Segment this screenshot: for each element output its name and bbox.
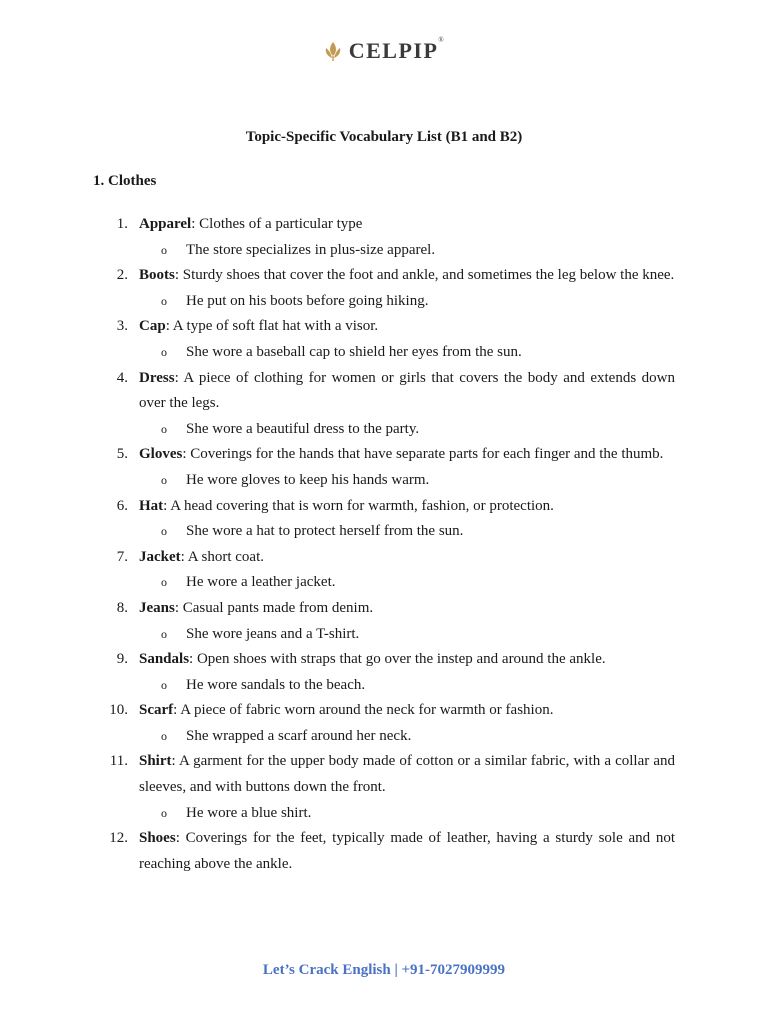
vocab-number: 6. [116,497,128,514]
vocab-example-text: She wore a beautiful dress to the party. [186,420,420,437]
vocab-item [0,366,768,417]
vocab-term: Shirt [139,753,172,770]
vocab-example-text: He wore sandals to the beach. [186,676,366,693]
vocab-term: Sandals [139,651,190,668]
vocab-definition-text: : A short coat. [180,548,264,565]
bullet-icon: o [161,524,167,539]
vocab-definition-text: : A garment for the upper body made of cotton or a similar fabric, with a collar and sleeves, and with buttons down the front. [139,753,675,796]
vocab-definition [139,647,675,673]
vocab-number: 12. [109,830,128,847]
bullet-icon: o [161,728,167,743]
vocab-definition-text: : A head covering that is worn for warmth, fashion, or protection. [163,497,554,514]
vocab-item [0,698,768,724]
leaf-icon [323,40,343,62]
bullet-icon: o [161,575,167,590]
vocab-definition-text: : A piece of clothing for women or girls that covers the body and extends down over the legs. [139,369,675,412]
vocab-term: Gloves [139,446,183,463]
vocab-item [0,314,768,340]
vocab-term: Jeans [139,599,175,616]
vocab-definition [139,545,675,571]
vocab-example-text: She wore a hat to protect herself from the sun. [186,523,464,540]
vocab-number: 11. [109,753,128,770]
bullet-icon: o [161,677,167,692]
vocab-definition [139,826,675,877]
vocab-example [0,417,768,443]
bullet-icon: o [161,344,167,359]
vocab-example [0,468,768,494]
vocab-example-text: He wore a leather jacket. [186,574,336,591]
vocab-number: 10. [109,702,128,719]
vocab-example [0,238,768,264]
vocab-definition [139,749,675,800]
vocab-definition [139,494,675,520]
vocab-example-text: The store specializes in plus-size apparel. [186,241,436,258]
registered-mark: ® [438,36,446,44]
vocab-example-text: She wore jeans and a T-shirt. [186,625,360,642]
vocab-item [0,442,768,468]
bullet-icon: o [161,242,167,257]
vocab-item [0,596,768,622]
vocab-term: Cap [139,318,166,335]
bullet-icon: o [161,626,167,641]
vocab-example-text: She wrapped a scarf around her neck. [186,727,412,744]
vocab-definition [139,366,675,417]
vocab-definition [139,263,675,289]
vocab-definition [139,442,675,468]
vocab-example [0,340,768,366]
vocab-definition-text: : Casual pants made from denim. [174,599,374,616]
vocab-example [0,289,768,315]
vocab-example [0,570,768,596]
vocab-term: Dress [139,369,175,386]
bullet-icon: o [161,421,167,436]
vocab-number: 1. [116,216,128,232]
vocab-number: 7. [116,548,128,565]
vocab-item [0,212,768,238]
vocab-item [0,826,768,877]
vocab-term: Boots [139,267,175,284]
vocab-term: Scarf [139,702,174,719]
vocab-term: Jacket [139,548,181,565]
vocab-definition-text: : Sturdy shoes that cover the foot and ankle, and sometimes the leg below the knee. [174,267,675,284]
vocab-example-text: He wore a blue shirt. [186,804,312,821]
vocab-definition [139,698,675,724]
vocab-item [0,647,768,673]
vocab-definition [139,596,675,622]
vocab-number: 5. [116,446,128,463]
vocab-definition-text: : Clothes of a particular type [191,216,363,232]
vocab-number: 4. [116,369,128,386]
vocab-example [0,801,768,827]
vocab-example [0,622,768,648]
section-heading: 1. Clothes [93,173,157,189]
vocab-definition-text: : A type of soft flat hat with a visor. [165,318,379,335]
logo-wordmark: CELPIP® [348,36,446,63]
vocab-term: Apparel [139,216,192,232]
vocab-number: 2. [116,267,128,284]
vocab-example-text: She wore a baseball cap to shield her eyes from the sun. [186,343,522,360]
document-title: Topic-Specific Vocabulary List (B1 and B2) [245,129,523,145]
footer-contact: Let’s Crack English | +91-7027909999 [262,962,506,978]
vocab-definition [139,314,675,340]
vocab-example [0,673,768,699]
vocab-example [0,519,768,545]
vocab-definition-text: : Open shoes with straps that go over the instep and around the ankle. [189,651,606,668]
vocabulary-list [0,212,768,877]
vocab-term: Shoes [139,830,176,847]
vocab-item [0,494,768,520]
vocab-item [0,545,768,571]
vocab-definition-text: : Coverings for the hands that have separate parts for each finger and the thumb. [182,446,664,463]
vocab-term: Hat [139,497,164,514]
bullet-icon: o [161,805,167,820]
vocab-definition [139,212,675,238]
bullet-icon: o [161,293,167,308]
vocab-definition-text: : Coverings for the feet, typically made of leather, having a sturdy sole and not reaching above the ankle. [139,830,675,872]
bullet-icon: o [161,472,167,487]
vocab-number: 9. [116,651,128,668]
vocab-example-text: He put on his boots before going hiking. [186,292,429,309]
vocab-example [0,724,768,750]
vocab-number: 3. [116,318,128,335]
vocab-definition-text: : A piece of fabric worn around the neck for warmth or fashion. [173,702,554,719]
vocab-item [0,749,768,800]
vocab-number: 8. [116,599,128,616]
vocab-item [0,263,768,289]
vocab-example-text: He wore gloves to keep his hands warm. [186,471,430,488]
celpip-logo [0,38,768,64]
